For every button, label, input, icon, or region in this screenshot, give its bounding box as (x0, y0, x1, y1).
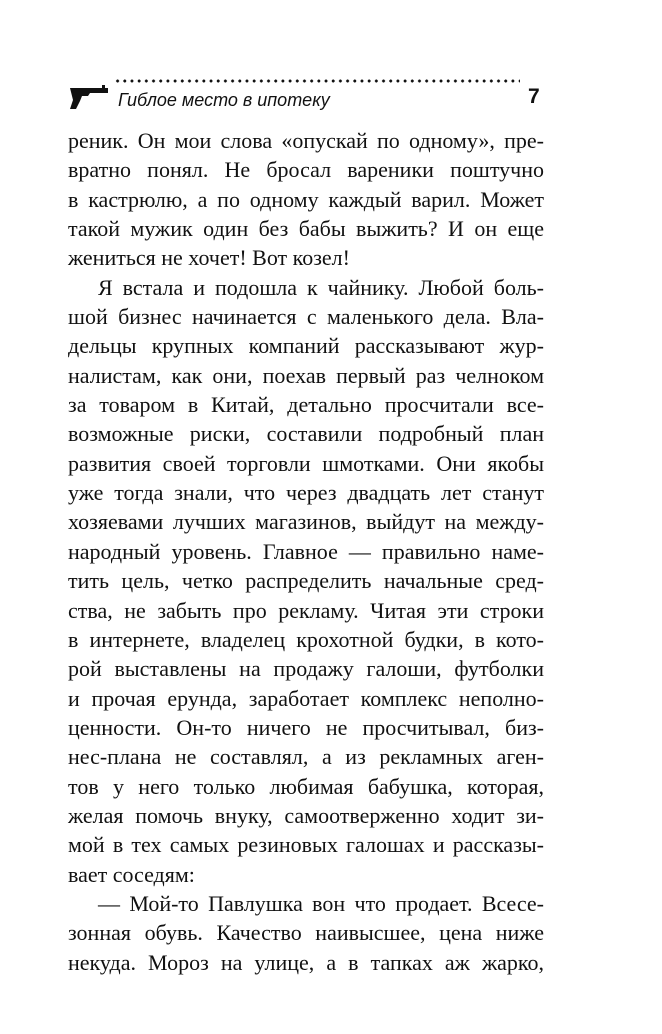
text-line: вратно понял. Не бросал вареники поштучно (68, 157, 544, 183)
text-line: за товаром в Китай, детально просчитали все- (68, 392, 544, 418)
text-line: жениться не хочет! Вот козел! (68, 245, 350, 271)
page-number: 7 (528, 85, 540, 108)
text-line: такой мужик один без бабы выжить? И он еще (68, 216, 544, 242)
text-line: развития своей торговли шмотками. Они якобы (68, 450, 544, 476)
running-header (68, 76, 548, 116)
text-line: зонная обувь. Качество наивысшее, цена ниже (68, 920, 544, 946)
dotted-rule (114, 78, 520, 84)
running-title: Гиблое место в ипотеку (118, 90, 330, 110)
text-line: в интернете, владелец крохотной будки, в кото- (68, 626, 544, 652)
text-line: шой бизнес начинается с маленького дела. Вла- (68, 304, 544, 330)
text-line: мой в тех самых резиновых галошах и рассказы- (68, 832, 544, 858)
text-line: нес-плана не составлял, а из рекламных аген- (68, 744, 544, 770)
text-line: хозяевами лучших магазинов, выйдут на между- (68, 509, 544, 535)
text-line: тов у него только любимая бабушка, которая, (68, 773, 544, 799)
revolver-icon (68, 84, 110, 110)
text-line: возможные риски, составили подробный план (68, 421, 544, 447)
text-line: народный уровень. Главное — правильно наме- (68, 538, 544, 564)
text-line: желая помочь внуку, самоотверженно ходит зи- (68, 802, 544, 828)
text-line: уже тогда знали, что через двадцать лет станут (68, 480, 544, 506)
text-line: дельцы крупных компаний рассказывают жур- (68, 333, 544, 359)
text-line: реник. Он мои слова «опускай по одному», пре- (68, 128, 544, 153)
body-text (68, 126, 544, 977)
text-line: Я встала и подошла к чайнику. Любой боль- (98, 274, 544, 300)
text-line: налистам, как они, поехав первый раз челноком (68, 362, 544, 388)
text-line: рой выставлены на продажу галоши, футболки (68, 656, 544, 682)
text-line: в кастрюлю, а по одному каждый варил. Может (68, 186, 544, 212)
text-line: — Мой-то Павлушка вон что продает. Всесе- (98, 890, 544, 916)
text-line: ства, не забыть про рекламу. Читая эти строки (68, 597, 544, 623)
text-line: тить цель, четко распределить начальные сред- (68, 568, 544, 594)
text-line: ценности. Он-то ничего не просчитывал, биз- (68, 714, 544, 740)
text-line: и прочая ерунда, заработает комплекс неполно- (68, 685, 544, 711)
text-line: вает соседям: (68, 861, 195, 887)
text-line: некуда. Мороз на улице, а в тапках аж жарко, (68, 949, 544, 975)
